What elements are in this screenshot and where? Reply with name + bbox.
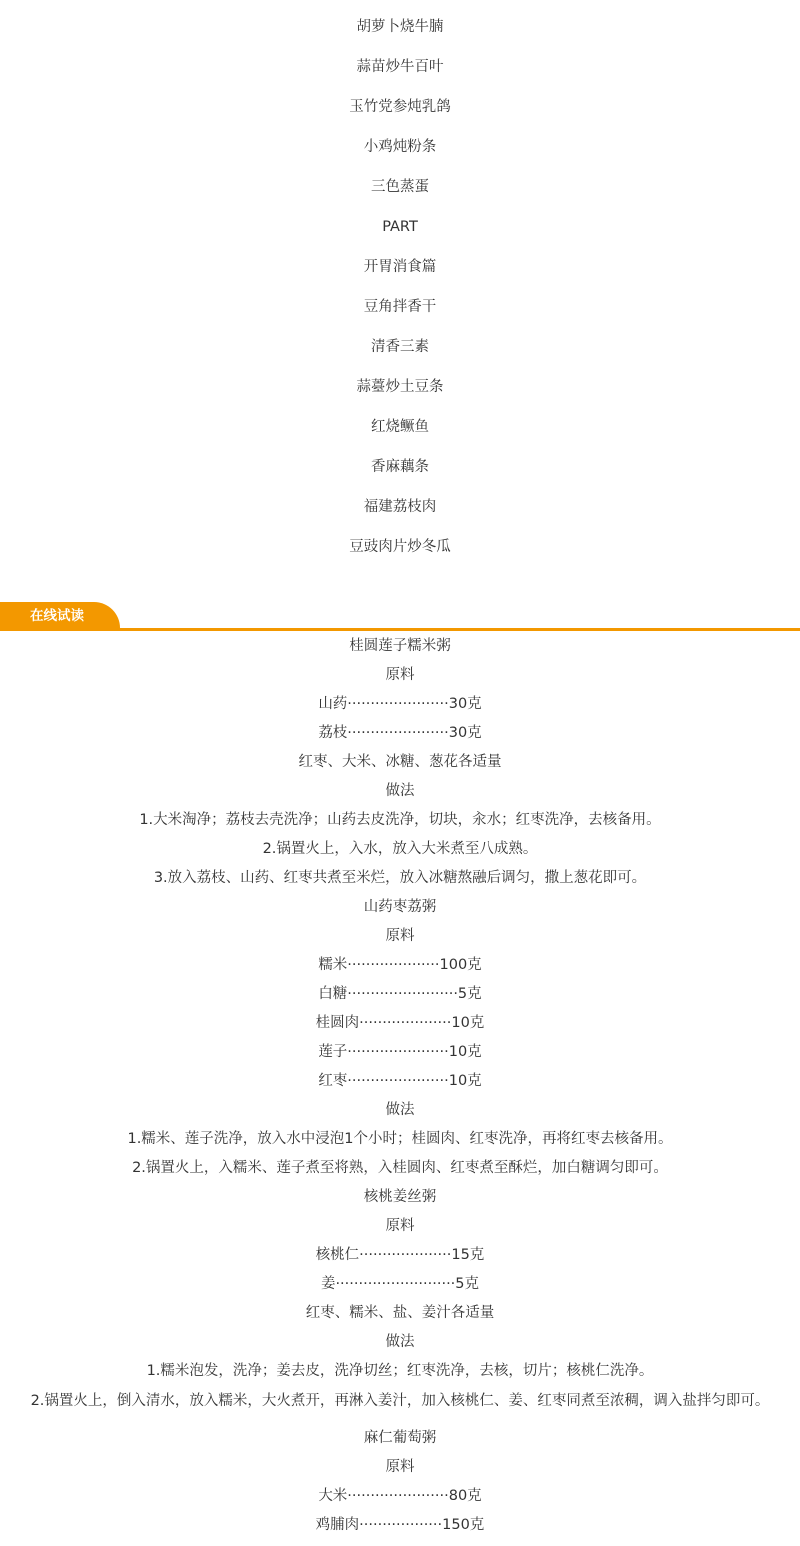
section-tab-title: 在线试读 bbox=[0, 602, 120, 630]
ingredient-line: 核桃仁····················15克 bbox=[315, 1247, 485, 1263]
ingredient-line: 大米······················80克 bbox=[318, 1488, 482, 1504]
ingredient-line: 糯米····················100克 bbox=[318, 957, 482, 973]
toc-item: 豆角拌香干 bbox=[363, 299, 437, 315]
toc-item: 玉竹党参炖乳鸽 bbox=[349, 99, 451, 115]
toc-item: 蒜苗炒牛百叶 bbox=[356, 59, 444, 75]
toc-item: 福建荔枝肉 bbox=[363, 499, 437, 515]
toc-item: 胡萝卜烧牛腩 bbox=[356, 19, 444, 35]
recipe-title: 核桃姜丝粥 bbox=[363, 1189, 437, 1205]
ingredients-heading: 原料 bbox=[385, 1218, 415, 1234]
toc-item: 三色蒸蛋 bbox=[371, 179, 429, 195]
ingredients-heading: 原料 bbox=[385, 1459, 415, 1475]
method-step: 2.锅置火上，入糯米、莲子煮至将熟，入桂圆肉、红枣煮至酥烂，加白糖调匀即可。 bbox=[132, 1160, 668, 1176]
table-of-contents bbox=[0, 7, 800, 567]
ingredient-line: 姜··························5克 bbox=[320, 1276, 480, 1292]
ingredient-line: 鸡脯肉··················150克 bbox=[315, 1517, 485, 1533]
method-heading: 做法 bbox=[385, 1334, 415, 1350]
ingredient-line: 桂圆肉····················10克 bbox=[315, 1015, 485, 1031]
method-step: 1.糯米、莲子洗净，放入水中浸泡1个小时；桂圆肉、红枣洗净，再将红枣去核备用。 bbox=[127, 1131, 673, 1147]
ingredient-line: 山药······················30克 bbox=[318, 696, 482, 712]
method-heading: 做法 bbox=[385, 783, 415, 799]
ingredient-line: 红枣、大米、冰糖、葱花各适量 bbox=[298, 754, 502, 770]
ingredient-line: 红枣、糯米、盐、姜汁各适量 bbox=[305, 1305, 495, 1321]
toc-item: 小鸡炖粉条 bbox=[363, 139, 437, 155]
toc-item: PART bbox=[382, 219, 418, 235]
section-divider bbox=[0, 628, 800, 631]
ingredient-line: 白糖························5克 bbox=[318, 986, 482, 1002]
ingredients-heading: 原料 bbox=[385, 928, 415, 944]
method-heading: 做法 bbox=[385, 1102, 415, 1118]
method-step: 2.锅置火上，入水，放入大米煮至八成熟。 bbox=[262, 841, 538, 857]
method-step: 2.锅置火上，倒入清水，放入糯米，大火煮开，再淋入姜汁，加入核桃仁、姜、红枣同煮至浓稠，调入盐拌匀即可。 bbox=[30, 1393, 770, 1409]
toc-item: 香麻藕条 bbox=[371, 459, 429, 475]
recipe-title: 山药枣荔粥 bbox=[363, 899, 437, 915]
method-step: 3.放入荔枝、山药、红枣共煮至米烂，放入冰糖熬融后调匀，撒上葱花即可。 bbox=[153, 870, 647, 886]
toc-item: 蒜薹炒土豆条 bbox=[356, 379, 444, 395]
ingredient-line: 莲子······················10克 bbox=[318, 1044, 482, 1060]
recipe-title: 桂圆莲子糯米粥 bbox=[349, 638, 451, 654]
ingredient-line: 红枣······················10克 bbox=[318, 1073, 482, 1089]
toc-item: 开胃消食篇 bbox=[363, 259, 437, 275]
toc-item: 红烧鳜鱼 bbox=[371, 419, 429, 435]
toc-item: 清香三素 bbox=[371, 339, 429, 355]
method-step: 1.大米淘净；荔枝去壳洗净；山药去皮洗净，切块，汆水；红枣洗净，去核备用。 bbox=[139, 812, 661, 828]
reading-content bbox=[0, 632, 800, 1540]
ingredient-line: 荔枝······················30克 bbox=[318, 725, 482, 741]
recipe-title: 麻仁葡萄粥 bbox=[363, 1430, 437, 1446]
section-header bbox=[0, 602, 800, 632]
ingredients-heading: 原料 bbox=[385, 667, 415, 683]
method-step: 1.糯米泡发，洗净；姜去皮，洗净切丝；红枣洗净，去核，切片；核桃仁洗净。 bbox=[146, 1363, 654, 1379]
toc-item: 豆豉肉片炒冬瓜 bbox=[349, 539, 451, 555]
